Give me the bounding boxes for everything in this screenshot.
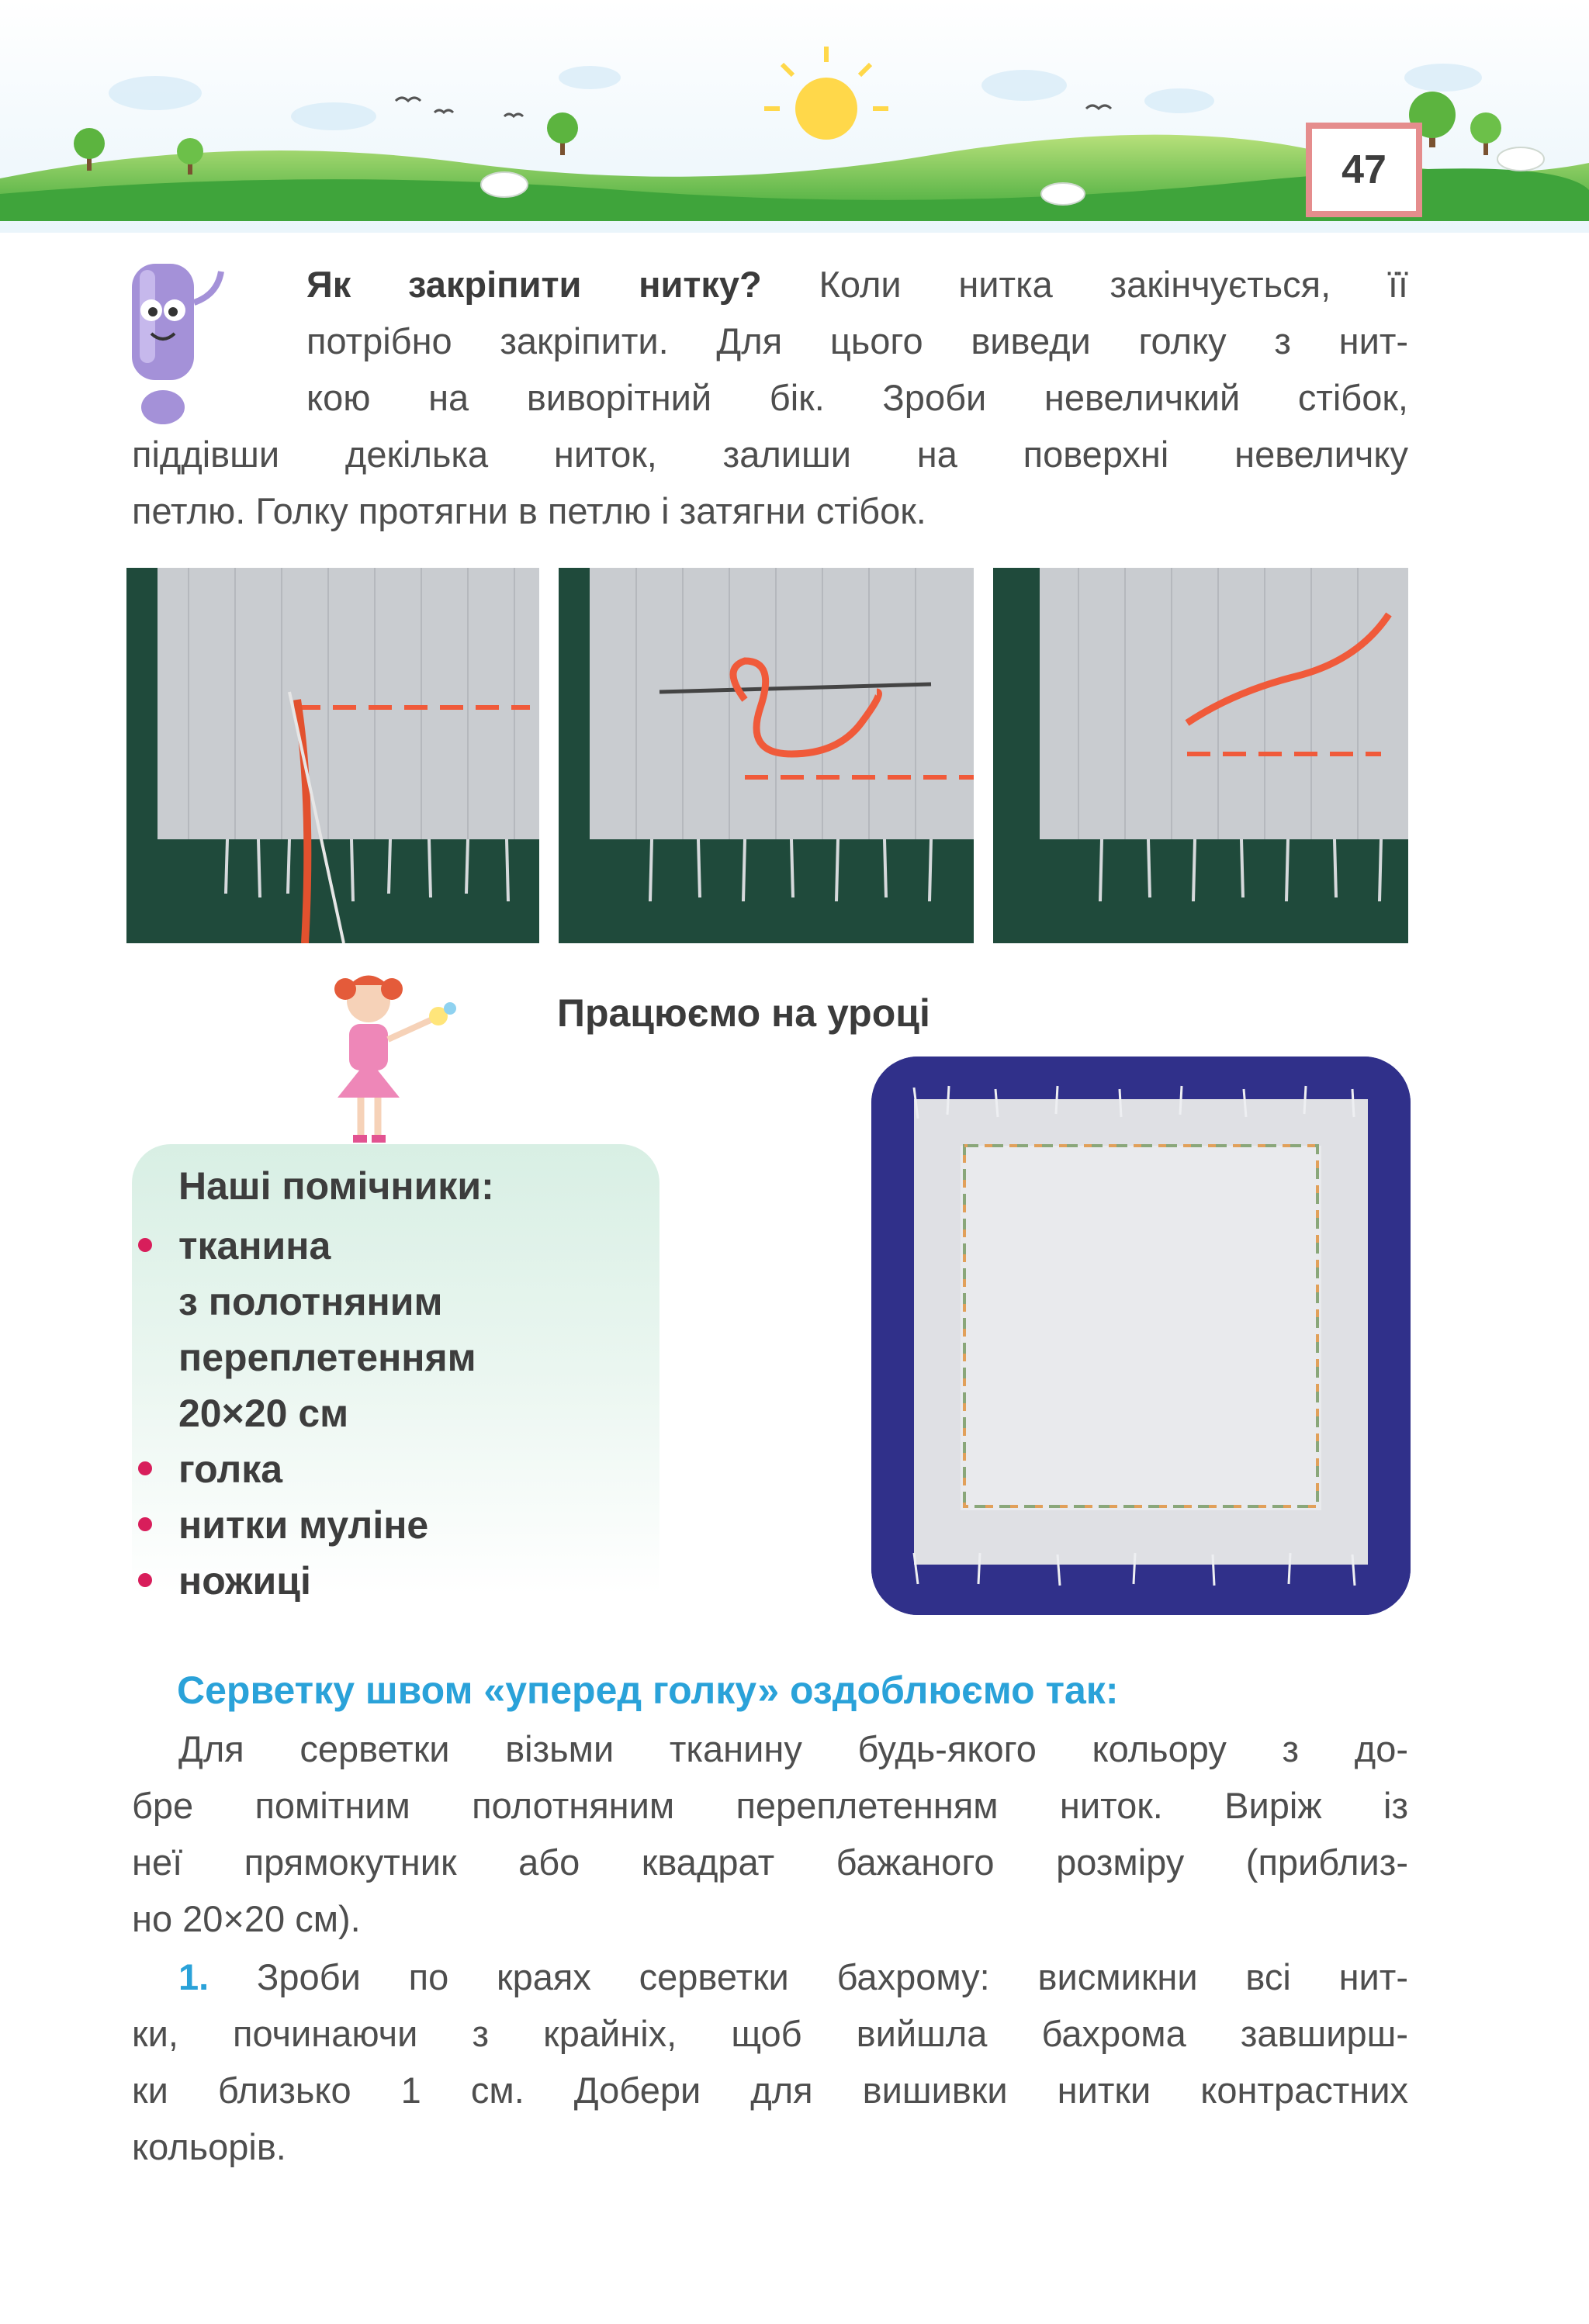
para1-line-2: бре помітним полотняним переплетенням ниток. Виріж із (132, 1785, 1408, 1826)
para1-line-4: но 20×20 см). (132, 1898, 361, 1939)
intro-line-3: кою на виворітний бік. Зроби невеличкий стібок, (306, 377, 1408, 418)
intro-paragraph-top (306, 256, 1408, 426)
instructions-paragraph-1 (132, 1721, 1408, 1947)
bullet-icon (138, 1238, 152, 1252)
napkin-photo (871, 1057, 1411, 1615)
lesson-heading: Працюємо на уроці (557, 991, 930, 1035)
list-item (132, 1553, 675, 1609)
helpers-title: Наші помічники: (178, 1164, 494, 1208)
photo-step-1 (126, 568, 539, 943)
bullet-icon (138, 1461, 152, 1475)
exclamation-mascot-icon (116, 256, 233, 427)
intro-line-1: Коли нитка закінчується, її (761, 264, 1408, 305)
helper-item-fabric: тканина з полотняним переплетенням 20×20 см (178, 1224, 476, 1435)
instructions-heading: Серветку швом «уперед голку» оздоблюємо так: (177, 1669, 1119, 1712)
step1-line-3: ки близько 1 см. Добери для вишивки нитки контрастних (132, 2070, 1408, 2111)
para1-line-1: Для серветки візьми тканину будь-якого кольору з до- (178, 1728, 1408, 1769)
page-number: 47 (1341, 147, 1386, 192)
bullet-icon (138, 1517, 152, 1531)
list-item (132, 1218, 675, 1441)
girl-illustration-icon (314, 966, 469, 1152)
para1-line-3: неї прямокутник або квадрат бажаного розміру (приблиз- (132, 1842, 1408, 1883)
photo-step-2 (559, 568, 974, 943)
intro-title: Як закріпити нитку? (306, 264, 762, 305)
step1-line-1: Зроби по краях серветки бахрому: висмикни всі нит- (209, 1956, 1408, 1997)
intro-line-4: піддівши декілька ниток, залиши на поверхні невеличку (132, 434, 1408, 475)
helper-item-scissors: ножиці (178, 1559, 311, 1603)
step-number: 1. (178, 1956, 209, 1997)
page-number-box (1306, 123, 1422, 217)
helper-item-thread: нитки муліне (178, 1503, 429, 1547)
step1-line-4: кольорів. (132, 2126, 286, 2167)
step1-line-2: ки, починаючи з крайніх, щоб вийшла бахрома завширш- (132, 2013, 1408, 2054)
intro-line-5: петлю. Голку протягни в петлю і затягни стібок. (132, 490, 926, 531)
intro-line-2: потрібно закріпити. Для цього виведи голку з нит- (306, 320, 1408, 361)
intro-paragraph-bottom (132, 426, 1408, 539)
helper-item-needle: голка (178, 1447, 283, 1491)
instructions-step-1 (132, 1949, 1408, 2175)
bullet-icon (138, 1573, 152, 1587)
photo-step-3 (993, 568, 1408, 943)
list-item (132, 1497, 675, 1553)
helpers-list (132, 1218, 675, 1609)
list-item (132, 1441, 675, 1497)
